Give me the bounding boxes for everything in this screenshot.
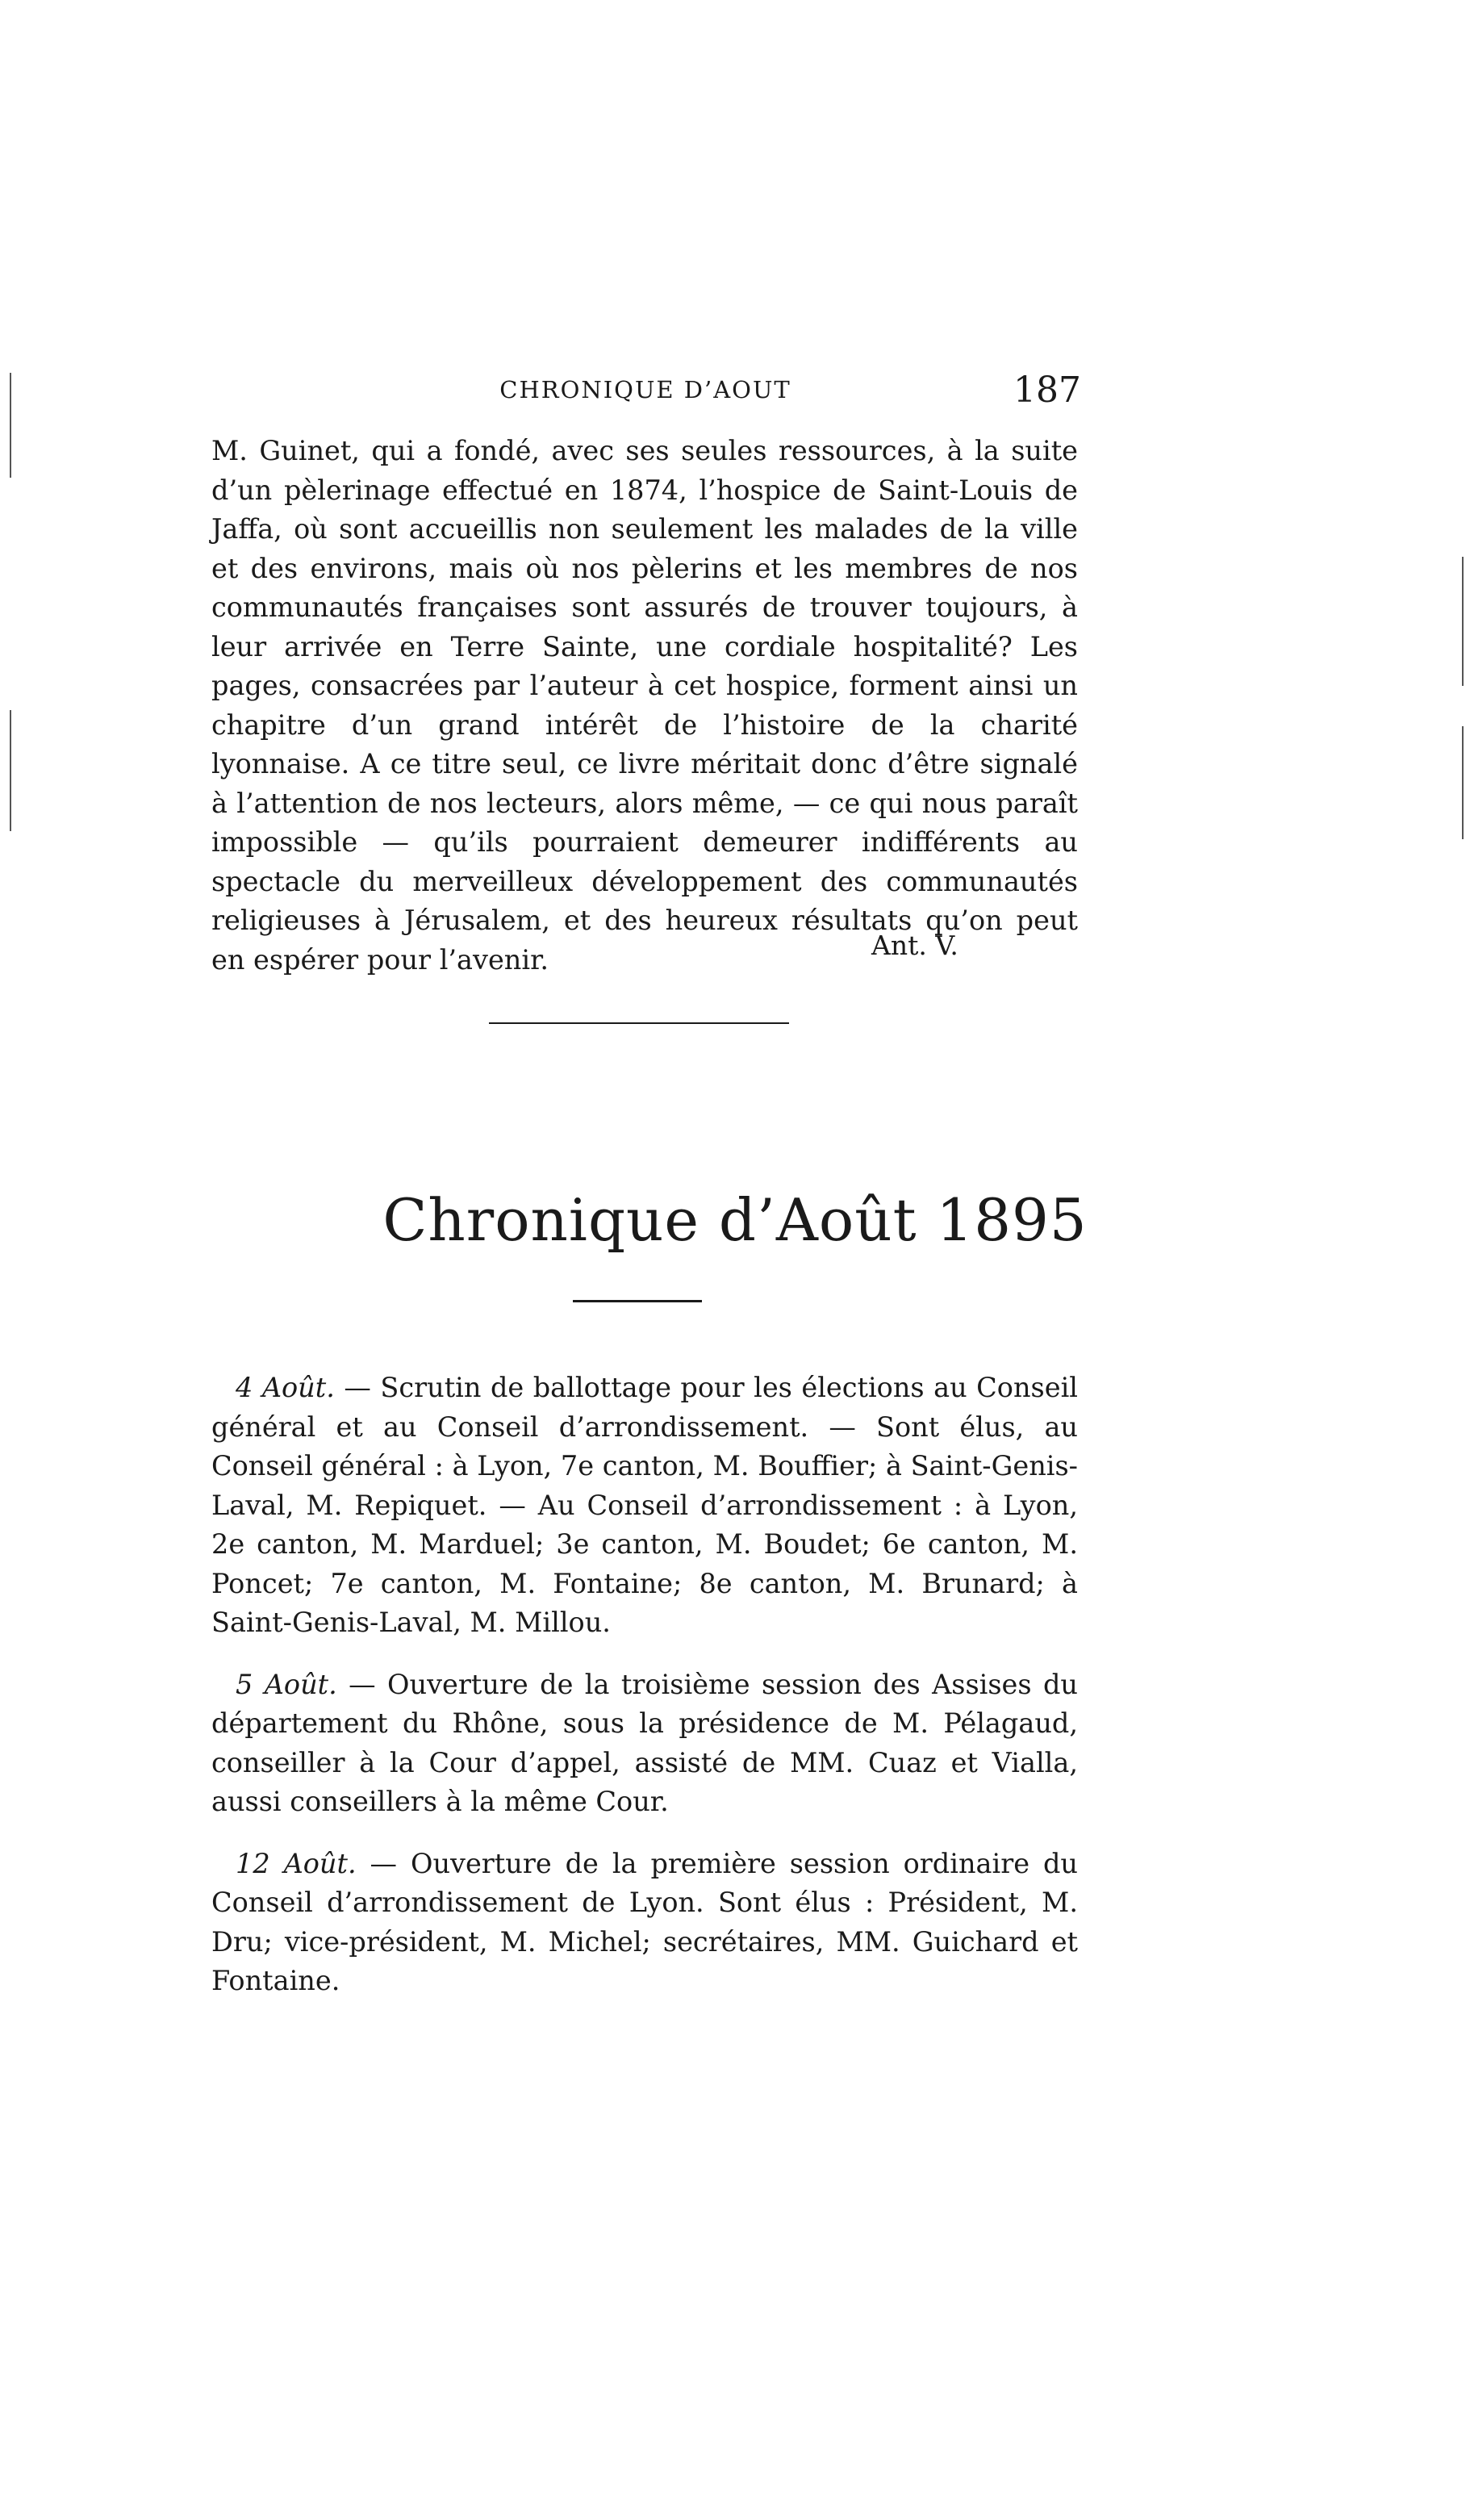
left-margin-mark [10, 373, 11, 478]
intro-paragraph: M. Guinet, qui a fondé, avec ses seules ressources, à la suite d’un pèlerinage effectué en 1874, l’hospice de Saint-Louis de Jaffa, où sont accueillis non seulement les malades de la ville et des environs, mais où nos pèlerins et les membres de nos communautés françaises sont assurés de trouver toujours, à leur arrivée en Terre Sainte, une cordiale hospitalité? Les pages, consacrées par l’auteur à cet hospice, forment ainsi un chapitre d’un grand intérêt de l’histoire de la charité lyonnaise. A ce titre seul, ce livre méritait donc d’être signalé à l’attention de nos lecteurs, alors même, — ce qui nous paraît impossible — qu’ils pourraient demeurer indifférents au spectacle du merveilleux développement des communautés religieuses à Jérusalem, et des heureux résultats qu’on peut en espérer pour l’avenir. [211, 435, 1078, 976]
title-underline [573, 1300, 702, 1302]
intro-section [211, 432, 1078, 980]
entry-text: — Ouverture de la première session ordinaire du Conseil d’arrondissement de Lyon. Sont élus : Président, M. Dru; vice-président, M. Michel; secrétaires, MM. Guichard et Fontaine. [211, 1847, 1079, 1996]
author-signature: Ant. V. [871, 930, 958, 961]
page-number: 187 [1013, 370, 1081, 411]
chronicle-entry [211, 1369, 1078, 1643]
chronicle-entries [211, 1369, 1078, 2024]
chronicle-entry [211, 1845, 1078, 2001]
entry-date: 5 Août. [236, 1668, 337, 1700]
right-margin-mark [1462, 557, 1464, 686]
entry-date: 4 Août. [236, 1372, 335, 1403]
entry-text: — Scrutin de ballottage pour les élections au Conseil général et au Conseil d’arrondissement. — Sont élus, au Conseil général : à Lyon, 7e canton, M. Bouffier; à Saint-Genis-Laval, M. Repiquet. — Au Conseil d’arrondissement : à Lyon, 2e canton, M. Marduel; 3e canton, M. Boudet; 6e canton, M. Poncet; 7e canton, M. Fontaine; 8e canton, M. Brunard; à Saint-Genis-Laval, M. Millou. [211, 1372, 1078, 1638]
section-divider [489, 1022, 789, 1024]
entry-date: 12 Août. [236, 1847, 357, 1879]
left-margin-mark [10, 710, 11, 831]
running-title: CHRONIQUE D’AOUT [499, 376, 791, 403]
right-margin-mark [1462, 726, 1464, 839]
entry-text: — Ouverture de la troisième session des Assises du département du Rhône, sous la présidence de M. Pélagaud, conseiller à la Cour d’appel, assisté de MM. Cuaz et Vialla, aussi conseillers à la même Cour. [211, 1668, 1078, 1817]
chapter-title: Chronique d’Août 1895 [382, 1186, 1088, 1254]
running-head [210, 370, 1081, 418]
chronicle-entry [211, 1665, 1078, 1822]
